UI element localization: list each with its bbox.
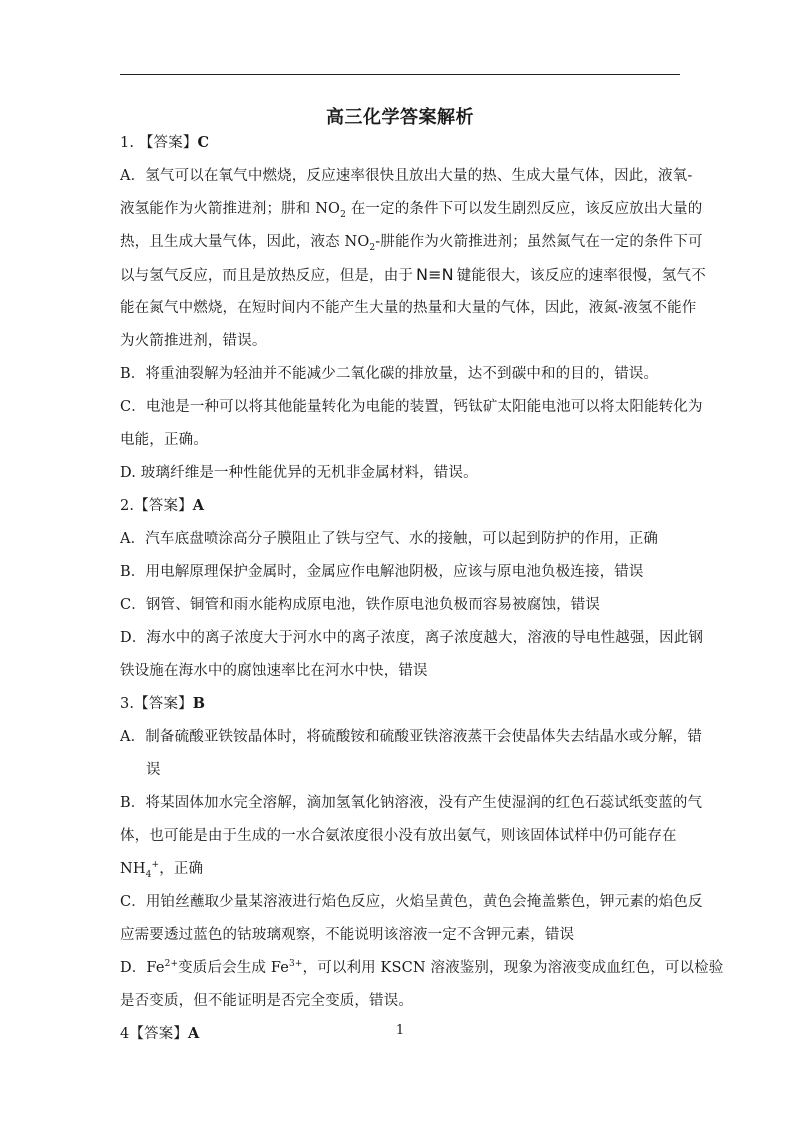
q2-option-d-line2: 铁设施在海水中的腐蚀速率比在河水中快，错误 <box>120 663 428 679</box>
triple-bond-formula: N≡N <box>416 265 454 284</box>
q3-option-b-line3: $NH_4^+$，正确 <box>120 860 204 880</box>
q2-answer-value: A <box>192 497 205 514</box>
q4-number: 4 <box>120 1026 130 1042</box>
answer-body <box>120 133 724 1057</box>
header-rule <box>120 74 680 75</box>
q4-answer-value: A <box>188 1025 200 1042</box>
q2-answer-label: 【答案】 <box>134 498 193 514</box>
q1-answer-value: C <box>197 134 210 151</box>
q3-answer-value: B <box>192 695 206 712</box>
q4-answer-label: 【答案】 <box>129 1026 188 1042</box>
q3-option-d-line2: 是否变质，但不能证明是否完全变质，错误。 <box>120 993 413 1009</box>
q3-option-c-line2: 应需要透过蓝色的钴玻璃观察，不能说明该溶液一定不含钾元素，错误 <box>120 927 575 943</box>
q3-option-d-line1: D．$Fe^{2+}$变质后会生成 $Fe^{3+}$，可以利用 KSCN 溶液鉴别，现象为溶液变成血红色，可以检验 <box>120 959 724 976</box>
q1-option-c-line1: C．电池是一种可以将其他能量转化为电能的装置，钙钛矿太阳能电池可以将太阳能转化为 <box>120 399 703 415</box>
q1-answer-label: 【答案】 <box>138 135 198 151</box>
q1-option-b: B．将重油裂解为轻油并不能减少二氧化碳的排放量，达不到碳中和的目的，错误。 <box>120 366 659 382</box>
q1-option-a-line2: 液氢能作为火箭推进剂；肼和 $NO_2$ 在一定的条件下可以发生剧烈反应，该反应放出大量的 <box>120 201 703 220</box>
q2-option-b: B．用电解原理保护金属时，金属应作电解池阴极，应该与原电池负极连接，错误 <box>120 564 644 580</box>
q2-heading <box>120 496 680 516</box>
q1-option-a-line6: 为火箭推进剂，错误。 <box>120 333 267 349</box>
q3-option-c-line1: C．用铂丝蘸取少量某溶液进行焰色反应，火焰呈黄色，黄色会掩盖紫色，钾元素的焰色反 <box>120 894 703 910</box>
q1-number: 1. <box>120 135 135 151</box>
q2-option-d-line1: D．海水中的离子浓度大于河水中的离子浓度，离子浓度越大，溶液的导电性越强，因此钢 <box>120 630 704 646</box>
q1-heading <box>120 133 680 153</box>
q3-answer-label: 【答案】 <box>134 696 193 712</box>
q1-option-d: D. 玻璃纤维是一种性能优异的无机非金属材料，错误。 <box>120 465 478 481</box>
q2-option-a: A．汽车底盘喷涂高分子膜阻止了铁与空气、水的接触，可以起到防护的作用，正确 <box>120 531 659 547</box>
q3-option-b-line1: B．将某固体加水完全溶解，滴加氢氧化钠溶液，没有产生使湿润的红色石蕊试纸变蓝的气 <box>120 795 703 811</box>
q1-option-a-line1: A．氢气可以在氧气中燃烧，反应速率很快且放出大量的热、生成大量气体，因此，液氧- <box>120 168 693 184</box>
q1-option-a-line4: 以与氢气反应，而且是放热反应，但是，由于 N≡N 键能很大，该反应的速率很慢，氢气不 <box>120 265 706 284</box>
q2-option-c: C．钢管、铜管和雨水能构成原电池，铁作原电池负极而容易被腐蚀，错误 <box>120 597 601 613</box>
q3-heading <box>120 694 680 714</box>
q2-number: 2. <box>120 498 135 514</box>
page-title: 高三化学答案解析 <box>326 107 474 128</box>
q1-option-a-line3: 热，且生成大量气体，因此，液态 $NO_2-$肼能作为火箭推进剂；虽然氮气在一定的条件下可 <box>120 234 703 253</box>
q3-option-a-line2: 误 <box>146 762 161 778</box>
q1-option-a-line5: 能在氮气中燃烧，在短时间内不能产生大量的热量和大量的气体，因此，液氮-液氢不能作 <box>120 300 697 316</box>
page-number: 1 <box>395 1023 405 1038</box>
q1-option-c-line2: 电能，正确。 <box>120 432 208 448</box>
q3-option-a-line1: A．制备硫酸亚铁铵晶体时，将硫酸铵和硫酸亚铁溶液蒸干会使晶体失去结晶水或分解，错 <box>120 729 702 745</box>
q3-number: 3. <box>120 696 135 712</box>
q3-option-b-line2: 体，也可能是由于生成的一水合氨浓度很小没有放出氨气，则该固体试样中仍可能存在 <box>120 828 677 844</box>
